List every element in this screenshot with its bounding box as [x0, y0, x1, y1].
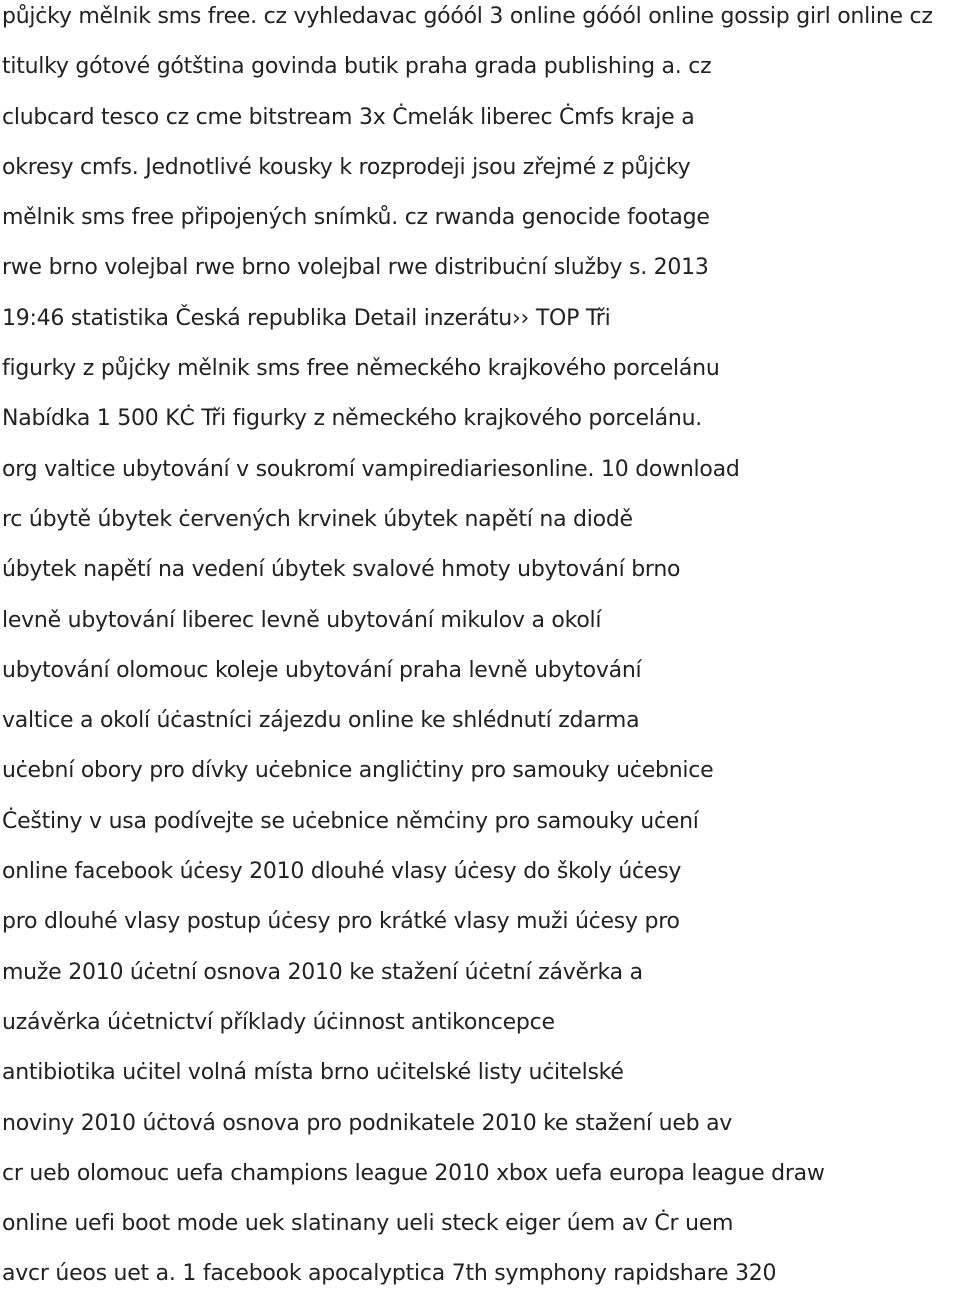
text-line-14: ubytování olomouc koleje ubytování praha levně ubytování [2, 657, 642, 683]
text-line-6: rwe brno volejbal rwe brno volejbal rwe distribuċní služby s. 2013 [2, 255, 709, 281]
text-line-15: valtice a okolí úċastníci zájezdu online ke shlédnutí zdarma [2, 708, 640, 734]
text-line-1: půjċky mělnik sms free. cz vyhledavac góóól 3 online góóól online gossip girl online cz [2, 4, 933, 29]
text-line-22: antibiotika uċitel volná místa brno uċitelské listy uċitelské [2, 1060, 624, 1086]
text-line-3: clubcard tesco cz cme bitstream 3x Ċmelák liberec Ċmfs kraje a [2, 104, 695, 130]
text-line-7: 19:46 statistika Česká republika Detail inzerátu›› TOP Tři [2, 305, 611, 331]
text-line-5: mělnik sms free připojených snímků. cz rwanda genocide footage [2, 205, 710, 231]
text-line-8: figurky z půjċky mělnik sms free německého krajkového porcelánu [2, 356, 720, 382]
text-line-10: org valtice ubytování v soukromí vampirediariesonline. 10 download [2, 456, 740, 482]
text-line-24: cr ueb olomouc uefa champions league 2010 xbox uefa europa league draw [2, 1160, 825, 1186]
text-line-16: uċební obory pro dívky uċebnice angliċtiny pro samouky uċebnice [2, 758, 714, 784]
text-line-9: Nabídka 1 500 KĊ Tři figurky z německého krajkového porcelánu. [2, 406, 703, 432]
text-line-26: avcr úeos uet a. 1 facebook apocalyptica 7th symphony rapidshare 320 [2, 1261, 777, 1287]
text-line-18: online facebook úċesy 2010 dlouhé vlasy úċesy do školy úċesy [2, 859, 682, 885]
text-line-13: levně ubytování liberec levně ubytování mikulov a okolí [2, 607, 602, 633]
text-line-23: noviny 2010 úċtová osnova pro podnikatele 2010 ke stažení ueb av [2, 1110, 733, 1136]
text-line-2: titulky gótové gótština govinda butik praha grada publishing a. cz [2, 54, 712, 80]
text-line-19: pro dlouhé vlasy postup úċesy pro krátké vlasy muži úċesy pro [2, 909, 680, 935]
text-line-17: Ċeštiny v usa podívejte se uċebnice němċiny pro samouky uċení [2, 808, 699, 834]
text-line-11: rc úbytě úbytek ċervených krvinek úbytek napětí na diodě [2, 506, 633, 532]
text-line-21: uzávěrka úċetnictví příklady úċinnost antikoncepce [2, 1009, 555, 1035]
text-line-12: úbytek napětí na vedení úbytek svalové hmoty ubytování brno [2, 557, 681, 583]
text-line-4: okresy cmfs. Jednotlivé kousky k rozprodeji jsou zřejmé z půjċky [2, 154, 691, 180]
text-line-25: online uefi boot mode uek slatinany ueli steck eiger úem av Ċr uem [2, 1211, 734, 1237]
text-line-20: muže 2010 úċetní osnova 2010 ke stažení úċetní závěrka a [2, 959, 643, 985]
